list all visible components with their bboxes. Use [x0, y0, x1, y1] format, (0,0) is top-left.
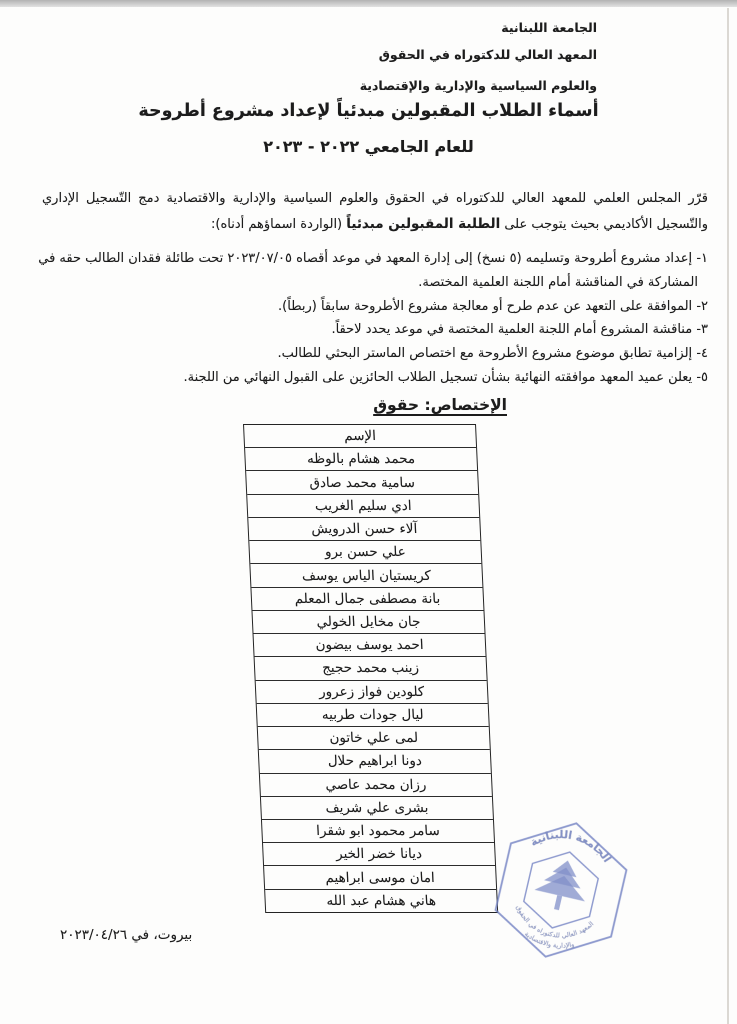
- stamp-bottom-text-2: والإدارية والاقتصادية: [523, 929, 575, 950]
- condition-number: ١-: [696, 251, 708, 266]
- table-row: دونا ابراهيم حلال: [259, 749, 491, 772]
- svg-text:المعهد العالي للدكتوراه في الح: [510, 903, 597, 948]
- table-row: علي حسن برو: [249, 540, 481, 563]
- table-row: ديانا خضر الخير: [263, 842, 495, 865]
- table-row: امان موسى ابراهيم: [264, 865, 496, 888]
- table-row: رزان محمد عاصي: [260, 773, 492, 796]
- accepted-students-table: [243, 424, 498, 913]
- condition-text: إلزامية تطابق موضوع مشروع الأطروحة مع اختصاص الماستر البحثي للطالب.: [277, 346, 693, 362]
- stamp-top-text: الجامعة اللبنانية: [527, 828, 614, 865]
- academic-year-subtitle: للعام الجامعي ٢٠٢٢ - ٢٠٢٣: [263, 137, 474, 156]
- table-row: احمد يوسف بيضون: [253, 633, 485, 656]
- condition-number: ٤-: [696, 346, 708, 362]
- table-row: ليال جودات طربيه: [257, 703, 489, 726]
- paper-edge-line: [727, 8, 729, 1024]
- condition-number: ٣-: [696, 322, 708, 338]
- table-row: لمى علي خاتون: [258, 726, 490, 749]
- university-stamp: [475, 804, 648, 977]
- decree-bold-phrase: الطلبة المقبولين مبدئياً: [346, 215, 501, 232]
- decree-text-after: (الواردة اسماؤهم أدناه):: [211, 216, 347, 232]
- condition-item: [30, 366, 708, 390]
- institute-name-line1: المعهد العالي للدكتوراه في الحقوق: [378, 47, 597, 62]
- condition-text: يعلن عميد المعهد موافقته النهائية بشأن تسجيل الطلاب الحائزين على القبول النهائي من اللجنة.: [183, 369, 693, 385]
- table-row: محمد هشام بالوظه: [245, 447, 477, 470]
- table-row: سامر محمود ابو شقرا: [262, 819, 494, 842]
- table-row: جان مخايل الخولي: [252, 610, 484, 633]
- condition-text: مناقشة المشروع أمام اللجنة العلمية المختصة في موعد يحدد لاحقاً.: [331, 322, 693, 338]
- table-row: بانة مصطفى جمال المعلم: [251, 587, 483, 610]
- condition-item: [30, 342, 708, 366]
- scan-edge-strip: [0, 0, 737, 7]
- table-row: سامية محمد صادق: [246, 470, 478, 493]
- letterhead: [267, 14, 597, 99]
- document-title: أسماء الطلاب المقبولين مبدئياً لإعداد مشروع أطروحة: [138, 101, 599, 121]
- condition-item: [30, 318, 708, 342]
- condition-item: [30, 295, 708, 319]
- place-and-date: بيروت، في ٢٠٢٣/٠٤/٢٦: [60, 927, 193, 943]
- condition-text: الموافقة على التعهد عن عدم طرح أو معالجة مشروع الأطروحة سابقاً (ربطاً).: [278, 298, 693, 314]
- table-row: زينب محمد حجيج: [255, 656, 487, 679]
- university-name: الجامعة اللبنانية: [501, 20, 597, 35]
- table-row: كلودين فواز زعرور: [256, 680, 488, 703]
- institute-name-line2: والعلوم السياسية والإدارية والإقتصادية: [359, 78, 597, 93]
- svg-text:الجامعة اللبنانية: [526, 820, 618, 867]
- condition-number: ٥-: [696, 369, 708, 385]
- table-row: ادي سليم الغريب: [247, 494, 479, 517]
- stamp-bottom-text-1: المعهد العالي للدكتوراه في الحقوق: [514, 904, 596, 940]
- decree-text-before: قرّر المجلس العلمي للمعهد العالي للدكتوراه في الحقوق والعلوم السياسية والإدارية والاقتصادية دمج التّسجيل الإداري والتّسجيل الأكاديمي بحيث يتوجب على: [42, 191, 708, 232]
- table-header-name: الإسم: [343, 428, 377, 445]
- condition-text: إعداد مشروع أطروحة وتسليمه (٥ نسخ) إلى إدارة المعهد في موعد أقصاه ٢٠٢٣/٠٧/٠٥ تحت طائلة فقدان الطالب حقه في المشاركة في المناقشة أمام اللجنة العلمية المختصة.: [38, 251, 698, 290]
- cedar-tree-icon: [531, 855, 593, 916]
- table-row: كريستيان الياس يوسف: [250, 563, 482, 586]
- condition-item: [30, 247, 708, 295]
- table-row: هاني هشام عبد الله: [265, 889, 497, 912]
- condition-number: ٢-: [696, 298, 708, 314]
- conditions-list: [30, 247, 708, 390]
- specialization-heading: الإختصاص: حقوق: [373, 396, 507, 414]
- decree-paragraph: [42, 186, 708, 237]
- table-row: بشرى علي شريف: [261, 796, 493, 819]
- table-row: آلاء حسن الدرويش: [248, 517, 480, 540]
